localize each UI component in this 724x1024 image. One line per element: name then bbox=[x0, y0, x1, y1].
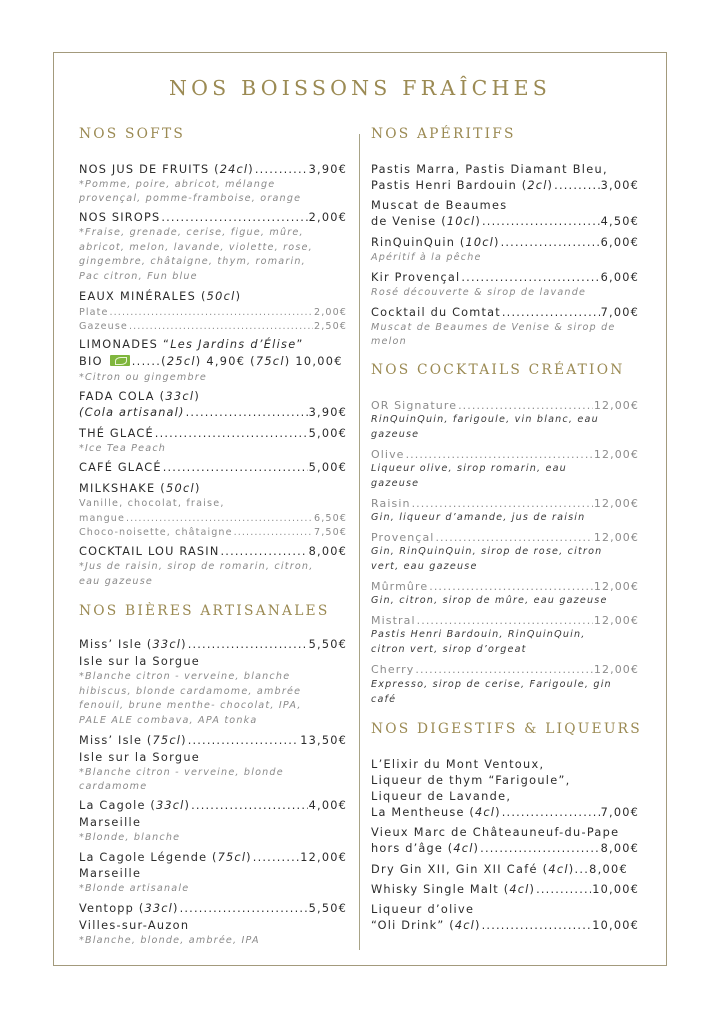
menu-item-muscat: Muscat de Beaumes bbox=[371, 199, 508, 212]
item-desc: Rosé découverte & sirop de lavande bbox=[371, 287, 587, 298]
item-desc: *Jus de raisin, sirop de romarin, citron, bbox=[79, 561, 314, 572]
item-name: NOS SIROPS bbox=[79, 211, 161, 224]
item-desc: Gin, citron, sirop de mûre, eau gazeuse bbox=[371, 595, 608, 606]
menu-item-cocktail: Mûrmûre ..... 12,00€ bbox=[371, 579, 639, 594]
cocktails-heading: NOS COCKTAILS CRÉATION bbox=[371, 362, 625, 378]
beer-origin: Isle sur la Sorgue bbox=[79, 655, 201, 668]
pastis-price-line: Pastis Henri Bardouin (2cl) ..... 3,00€ bbox=[371, 178, 639, 193]
liqueur-olive-price-line: “Oli Drink” (4cl) ..... 10,00€ bbox=[371, 918, 639, 933]
item-desc: Apéritif à la pêche bbox=[371, 252, 482, 263]
item-desc: Gin, RinQuinQuin, sirop de rose, citron bbox=[371, 546, 603, 557]
item-desc: melon bbox=[371, 336, 407, 347]
milkshake-choco: Choco-noisette, châtaigne ..... 7,50€ bbox=[79, 525, 347, 540]
item-desc: PALE ALE combava, APA tonka bbox=[79, 715, 258, 726]
bio-logo-icon bbox=[110, 355, 130, 366]
menu-item-jus bbox=[79, 162, 347, 177]
bieres-heading: NOS BIÈRES ARTISANALES bbox=[79, 603, 330, 619]
item-desc: Liqueur olive, sirop romarin, eau bbox=[371, 463, 567, 474]
menu-item-marc: Vieux Marc de Châteauneuf-du-Pape bbox=[371, 826, 620, 839]
menu-item-cocktail: Raisin ..... 12,00€ bbox=[371, 496, 639, 511]
menu-item-cocktail: Olive ..... 12,00€ bbox=[371, 447, 639, 462]
beer-origin: Villes-sur-Auzon bbox=[79, 919, 190, 932]
milkshake-mangue: mangue ..... 6,50€ bbox=[79, 511, 347, 526]
item-desc: RinQuinQuin, farigoule, vin blanc, eau bbox=[371, 414, 599, 425]
menu-item-whisky: Whisky Single Malt (4cl) ..... 10,00€ bbox=[371, 882, 639, 897]
marc-price-line: hors d’âge (4cl) ..... 8,00€ bbox=[371, 841, 639, 856]
menu-item-beer: La Cagole (33cl) ..... 4,00€ bbox=[79, 798, 347, 813]
item-desc: *Pomme, poire, abricot, mélange bbox=[79, 179, 276, 190]
fada-price-line: (Cola artisanal) ..... 3,90€ bbox=[79, 405, 347, 420]
item-desc: abricot, melon, lavande, violette, rose, bbox=[79, 242, 313, 253]
muscat-price-line: de Venise (10cl) ..... 4,50€ bbox=[371, 214, 639, 229]
menu-item-rinquinquin: RinQuinQuin (10cl) ..... 6,00€ bbox=[371, 235, 639, 250]
page-title: NOS BOISSONS FRAÎCHES bbox=[168, 76, 552, 100]
beer-origin: Marseille bbox=[79, 867, 142, 880]
item-desc: *Fraise, grenade, cerise, figue, mûre, bbox=[79, 227, 304, 238]
menu-item-cocktail: Provençal ..... 12,00€ bbox=[371, 530, 639, 545]
menu-item-limonades: LIMONADES “Les Jardins d’Élise” bbox=[79, 338, 304, 351]
item-desc: vert, eau gazeuse bbox=[371, 561, 478, 572]
item-desc: Muscat de Beaumes de Venise & sirop de bbox=[371, 322, 616, 333]
item-price: 2,00€ bbox=[308, 211, 347, 224]
item-desc: *Blanche citron - verveine, blanche bbox=[79, 671, 291, 682]
menu-item-comtat: Cocktail du Comtat ..... 7,00€ bbox=[371, 305, 639, 320]
item-desc: *Blanche, blonde, ambrée, IPA bbox=[79, 935, 260, 946]
item-desc: hibiscus, blonde cardamome, ambrée bbox=[79, 686, 302, 697]
menu-item-beer: La Cagole Légende (75cl) ..... 12,00€ bbox=[79, 850, 347, 865]
menu-item-cafe: CAFÉ GLACÉ ..... 5,00€ bbox=[79, 460, 347, 475]
item-desc: gingembre, châtaigne, thym, romarin, bbox=[79, 256, 306, 267]
menu-item-gin: Dry Gin XII, Gin XII Café (4cl)...8,00€ bbox=[371, 863, 628, 876]
menu-item-cocktail: Cherry ..... 12,00€ bbox=[371, 662, 639, 677]
item-desc: cardamome bbox=[79, 781, 148, 792]
item-desc: café bbox=[371, 694, 397, 705]
menu-item-the: THÉ GLACÉ ..... 5,00€ bbox=[79, 426, 347, 441]
menu-item-elixir: L’Elixir du Mont Ventoux, bbox=[371, 758, 545, 771]
menu-item-mentheuse: La Mentheuse (4cl) ..... 7,00€ bbox=[371, 805, 639, 820]
item-desc: eau gazeuse bbox=[79, 576, 153, 587]
item-desc: fenouil, brune menthe- chocolat, IPA, bbox=[79, 700, 302, 711]
item-desc: gazeuse bbox=[371, 478, 420, 489]
item-name: NOS JUS DE FRUITS (24cl) bbox=[79, 163, 254, 176]
menu-item-kir: Kir Provençal ..... 6,00€ bbox=[371, 270, 639, 285]
item-desc: *Blonde artisanale bbox=[79, 883, 190, 894]
digestifs-heading: NOS DIGESTIFS & LIQUEURS bbox=[371, 721, 642, 737]
item-desc: *Ice Tea Peach bbox=[79, 443, 167, 454]
menu-item-eaux: EAUX MINÉRALES (50cl) bbox=[79, 290, 242, 303]
item-desc: *Blanche citron - verveine, blonde bbox=[79, 767, 284, 778]
item-desc: Gin, liqueur d’amande, jus de raisin bbox=[371, 512, 586, 523]
aperitifs-heading: NOS APÉRITIFS bbox=[371, 126, 516, 142]
menu-item-fada: FADA COLA (33cl) bbox=[79, 390, 201, 403]
menu-item-beer: Miss’ Isle (33cl) ..... 5,50€ bbox=[79, 637, 347, 652]
menu-item-cocktail: OR Signature ..... 12,00€ bbox=[371, 398, 639, 413]
item-desc: citron vert, sirop d’orgeat bbox=[371, 644, 527, 655]
item-desc: provençal, pomme-framboise, orange bbox=[79, 193, 302, 204]
menu-item-beer: Miss’ Isle (75cl) ..... 13,50€ bbox=[79, 733, 347, 748]
right-column bbox=[371, 0, 642, 1024]
limonades-price-line: BIO ......(25cl) 4,90€ (75cl) 10,00€ bbox=[79, 355, 343, 368]
left-column bbox=[79, 0, 347, 1024]
item-desc: Pac citron, Fun blue bbox=[79, 271, 198, 282]
item-desc: Pastis Henri Bardouin, RinQuinQuin, bbox=[371, 629, 586, 640]
item-desc: gazeuse bbox=[371, 429, 420, 440]
item-desc: *Citron ou gingembre bbox=[79, 372, 207, 383]
item-desc: Expresso, sirop de cerise, Farigoule, gin bbox=[371, 679, 612, 690]
menu-item-beer: Ventopp (33cl) ..... 5,50€ bbox=[79, 901, 347, 916]
menu-item-plate: Plate ..... 2,00€ bbox=[79, 305, 347, 320]
menu-item-liqueur-olive: Liqueur d’olive bbox=[371, 903, 475, 916]
menu-item-gazeuse: Gazeuse ..... 2,50€ bbox=[79, 319, 347, 334]
softs-heading: NOS SOFTS bbox=[79, 126, 186, 142]
beer-origin: Isle sur la Sorgue bbox=[79, 751, 201, 764]
column-divider bbox=[359, 134, 360, 950]
menu-item-cocktail: Mistral ..... 12,00€ bbox=[371, 613, 639, 628]
item-price: 3,90€ bbox=[308, 163, 347, 176]
menu-item-pastis: Pastis Marra, Pastis Diamant Bleu, bbox=[371, 163, 608, 176]
item-desc: *Blonde, blanche bbox=[79, 832, 181, 843]
menu-item-milkshake: MILKSHAKE (50cl) bbox=[79, 482, 201, 495]
menu-item-lavande: Liqueur de Lavande, bbox=[371, 790, 512, 803]
menu-item-cocktail-lou-rasin: COCKTAIL LOU RASIN ..... 8,00€ bbox=[79, 544, 347, 559]
menu-item-farigoule: Liqueur de thym “Farigoule”, bbox=[371, 774, 571, 787]
item-desc: Vanille, chocolat, fraise, bbox=[79, 498, 225, 509]
beer-origin: Marseille bbox=[79, 816, 142, 829]
menu-item-sirops bbox=[79, 210, 347, 225]
